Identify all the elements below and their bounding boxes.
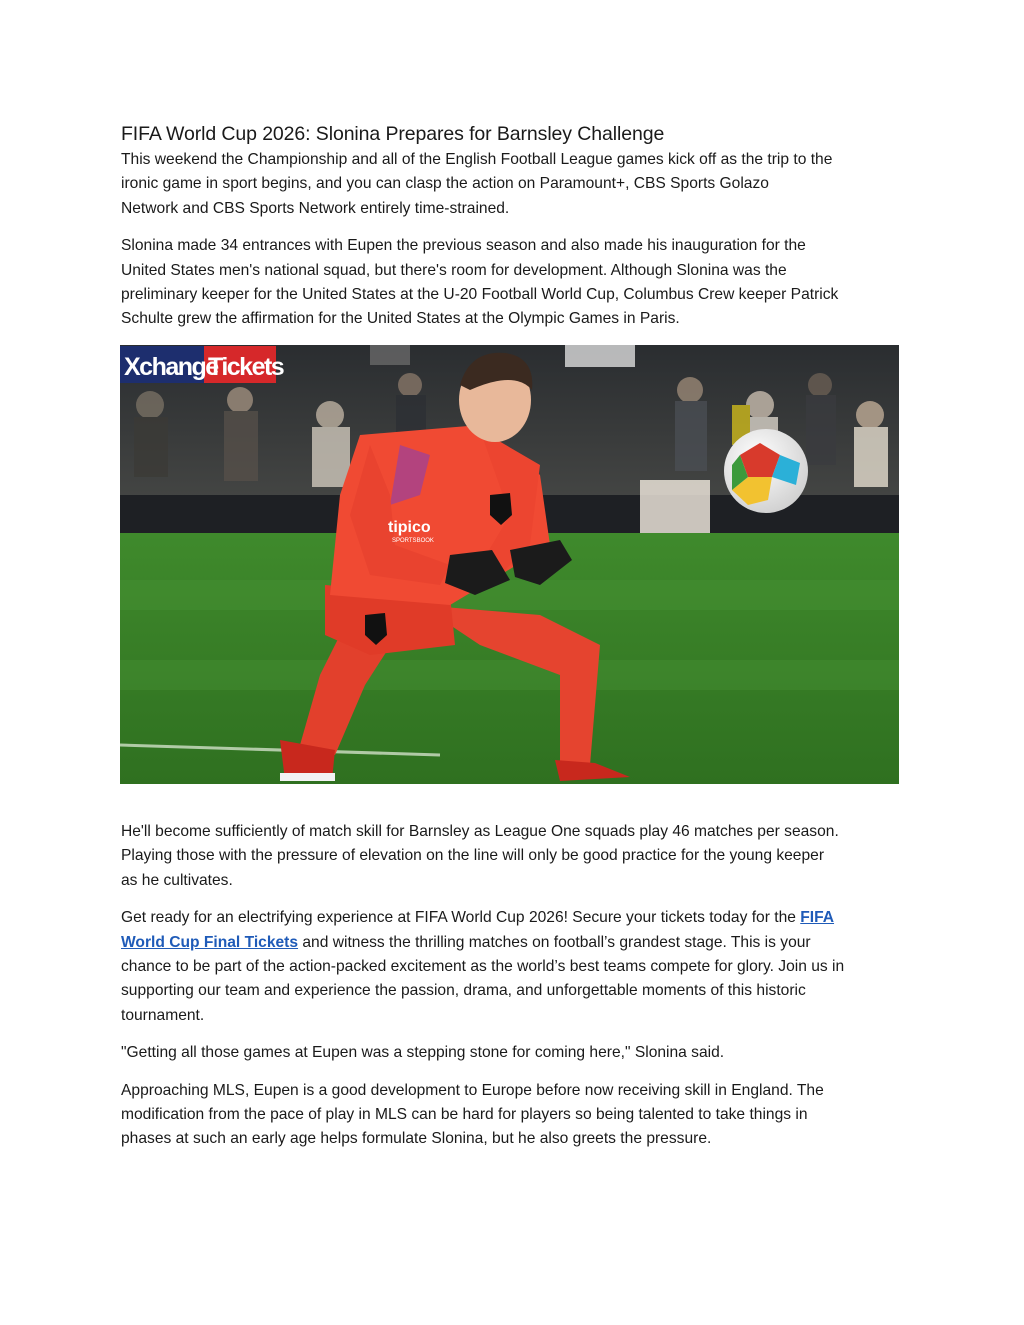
text-line: chance to be part of the action-packed excitement as the world’s best teams compete for glory. Join us in bbox=[121, 958, 845, 976]
paragraph-barnsley bbox=[121, 820, 906, 893]
text-line: ironic game in sport begins, and you can clasp the action on Paramount+, CBS Sports Golazo bbox=[121, 175, 769, 193]
text-line: phases at such an early age helps formulate Slonina, but he also greets the pressure. bbox=[121, 1130, 712, 1148]
text-line: United States men's national squad, but there's room for development. Although Slonina was the bbox=[121, 261, 787, 279]
fifa-final-tickets-link-part1[interactable]: FIFA bbox=[800, 909, 835, 927]
paragraph-slonina-stats bbox=[121, 234, 906, 332]
article-title: FIFA World Cup 2026: Slonina Prepares for Barnsley Challenge bbox=[121, 123, 665, 145]
text-line: Network and CBS Sports Network entirely time-strained. bbox=[121, 199, 510, 217]
text-line: preliminary keeper for the United States at the U-20 Football World Cup, Columbus Crew keeper Patrick bbox=[121, 286, 839, 304]
goalkeeper-photo bbox=[120, 345, 899, 784]
paragraph-tickets-promo bbox=[121, 906, 906, 1028]
text-line: Playing those with the pressure of elevation on the line will only be good practice for the young keeper bbox=[121, 847, 825, 865]
text-line: as he cultivates. bbox=[121, 871, 233, 889]
text-line: Schulte grew the affirmation for the United States at the Olympic Games in Paris. bbox=[121, 310, 680, 328]
svg-text:Xchange: Xchange bbox=[124, 353, 218, 381]
text-line: Get ready for an electrifying experience at FIFA World Cup 2026! Secure your tickets today for the bbox=[121, 909, 801, 927]
text-line: He'll become sufficiently of match skill for Barnsley as League One squads play 46 matches per season. bbox=[121, 823, 839, 840]
text-line: Approaching MLS, Eupen is a good development to Europe before now receiving skill in England. The bbox=[121, 1081, 824, 1099]
sponsor-sub-text: SPORTSBOOK bbox=[392, 538, 434, 544]
text-line: and witness the thrilling matches on football’s grandest stage. This is your bbox=[298, 933, 811, 951]
article-bottom bbox=[121, 820, 906, 1152]
article-top bbox=[121, 120, 906, 332]
text-line: tournament. bbox=[121, 1006, 205, 1024]
paragraph-intro bbox=[121, 148, 906, 221]
paragraph-quote: "Getting all those games at Eupen was a stepping stone for coming here," Slonina said. bbox=[121, 1044, 725, 1062]
text-line: modification from the pace of play in MLS can be hard for players so being talented to take things in bbox=[121, 1106, 808, 1124]
football-icon bbox=[724, 429, 808, 513]
fifa-final-tickets-link-part2[interactable]: World Cup Final Tickets bbox=[121, 933, 299, 951]
sponsor-text: tipico bbox=[388, 519, 431, 536]
xchange-tickets-logo bbox=[120, 346, 284, 383]
paragraph-mls bbox=[121, 1079, 906, 1152]
text-line: supporting our team and experience the passion, drama, and unforgettable moments of this historic bbox=[121, 982, 806, 1000]
svg-text:Tickets: Tickets bbox=[208, 353, 284, 381]
text-line: This weekend the Championship and all of the English Football League games kick off as the trip to the bbox=[121, 151, 833, 168]
text-line: Slonina made 34 entrances with Eupen the previous season and also made his inauguration for the bbox=[121, 237, 806, 255]
